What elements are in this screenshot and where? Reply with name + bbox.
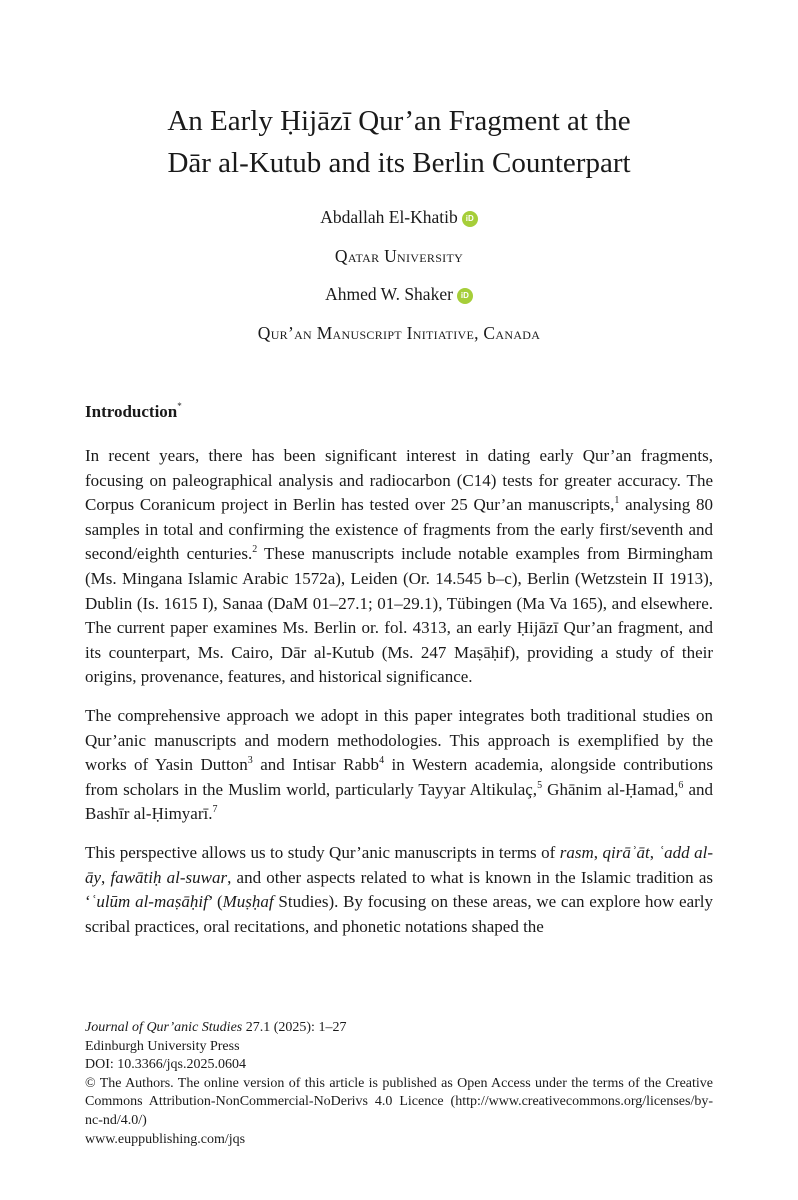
author-2	[0, 281, 798, 320]
orcid-icon[interactable]: iD	[457, 288, 473, 304]
article-body	[85, 400, 713, 953]
footnote-ref[interactable]: 2	[252, 544, 258, 556]
title-line-2: Dār al-Kutub and its Berlin Counterpart	[167, 147, 631, 179]
author-1	[0, 204, 798, 243]
author-name: Abdallah El-Khatib	[320, 207, 458, 227]
author-affiliation: Qur’an Manuscript Initiative, Canada	[257, 322, 541, 343]
footnote-ref[interactable]: 3	[247, 755, 253, 767]
footnote-ref[interactable]: 1	[614, 495, 620, 507]
doi[interactable]: DOI: 10.3366/jqs.2025.0604	[85, 1057, 246, 1073]
footnote-ref[interactable]: 4	[379, 755, 385, 767]
license-notice: © The Authors. The online version of this article is published as Open Access under the terms of the Creative Commons Attribution-NonCommercial-NoDerivs 4.0 Licence (http://www.creativecommons.org/licenses/by-nc-nd/4.0/)	[85, 1075, 713, 1128]
author-name: Ahmed W. Shaker	[325, 284, 453, 304]
paragraph-2: The comprehensive approach we adopt in this paper integrates both traditional studies on Qur’anic manuscripts and modern methodologies. This approach is exemplified by the works of Yasin Dutton$^3$ and Intisar Rabb$^4$ in Western academia, alongside contributions from scholars in the Muslim world, particularly Tayyar Altikulaç,$^5$ Ghānim al-Ḥamad,$^6$ and Bashīr al-Ḥimyarī.$^7$	[85, 705, 714, 824]
article-title	[0, 100, 798, 184]
orcid-icon[interactable]: iD	[462, 211, 478, 227]
paragraph-1: In recent years, there has been significant interest in dating early Qur’an fragments, focusing on paleographical analysis and radiocarbon (C14) tests for greater accuracy. The Corpus Coranicum project in Berlin has tested over 25 Qur’an manuscripts,$^1$ analysing 80 samples in total and confirming the existence of fragments from the early first/seventh and second/eighth centuries.$^2$ These manuscripts include notable examples from Birmingham (Ms. Mingana Islamic Arabic 1572a), Leiden (Or. 14.545 b–c), Berlin (Wetzstein II 1913), Dublin (Is. 1615 I), Sanaa (DaM 01–27.1; 01–29.1), Tübingen (Ma Va 165), and elsewhere. The current paper examines Ms. Berlin or. fol. 4313, an early Ḥijāzī Qur’an fragment, and its counterpart, Ms. Cairo, Dār al-Kutub (Ms. 247 Maṣāḥif), providing a study of their origins, provenance, features, and historical significance.	[85, 446, 714, 687]
title-line-1: An Early Ḥijāzī Qur’an Fragment at the	[167, 105, 631, 137]
author-affiliation: Qatar University	[334, 245, 464, 266]
paragraph-3: This perspective allows us to study Qur’anic manuscripts in terms of rasm, qirāʾāt, ʿadd al-āy, fawātiḥ al-suwar, and other aspects related to what is known in the Islamic tradition as ‘ʿulūm al-maṣāḥif’ (Muṣḥaf Studies). By focusing on these areas, we can explore how early scribal practices, oral recitations, and phonetic notations shaped the	[85, 842, 714, 936]
publisher: Edinburgh University Press	[85, 1038, 240, 1054]
publisher-website-link[interactable]: www.euppublishing.com/jqs	[85, 1131, 246, 1147]
footnote-ref[interactable]: 5	[537, 779, 543, 791]
footnote-ref[interactable]: 6	[678, 779, 684, 791]
author-block	[0, 204, 798, 358]
publication-footer	[85, 1019, 713, 1149]
journal-citation: Journal of Qur’anic Studies 27.1 (2025): 1–27	[85, 1020, 347, 1035]
footnote-marker[interactable]: *	[177, 401, 182, 411]
footnote-ref[interactable]: 7	[212, 804, 218, 816]
section-heading: Introduction*	[85, 401, 182, 421]
